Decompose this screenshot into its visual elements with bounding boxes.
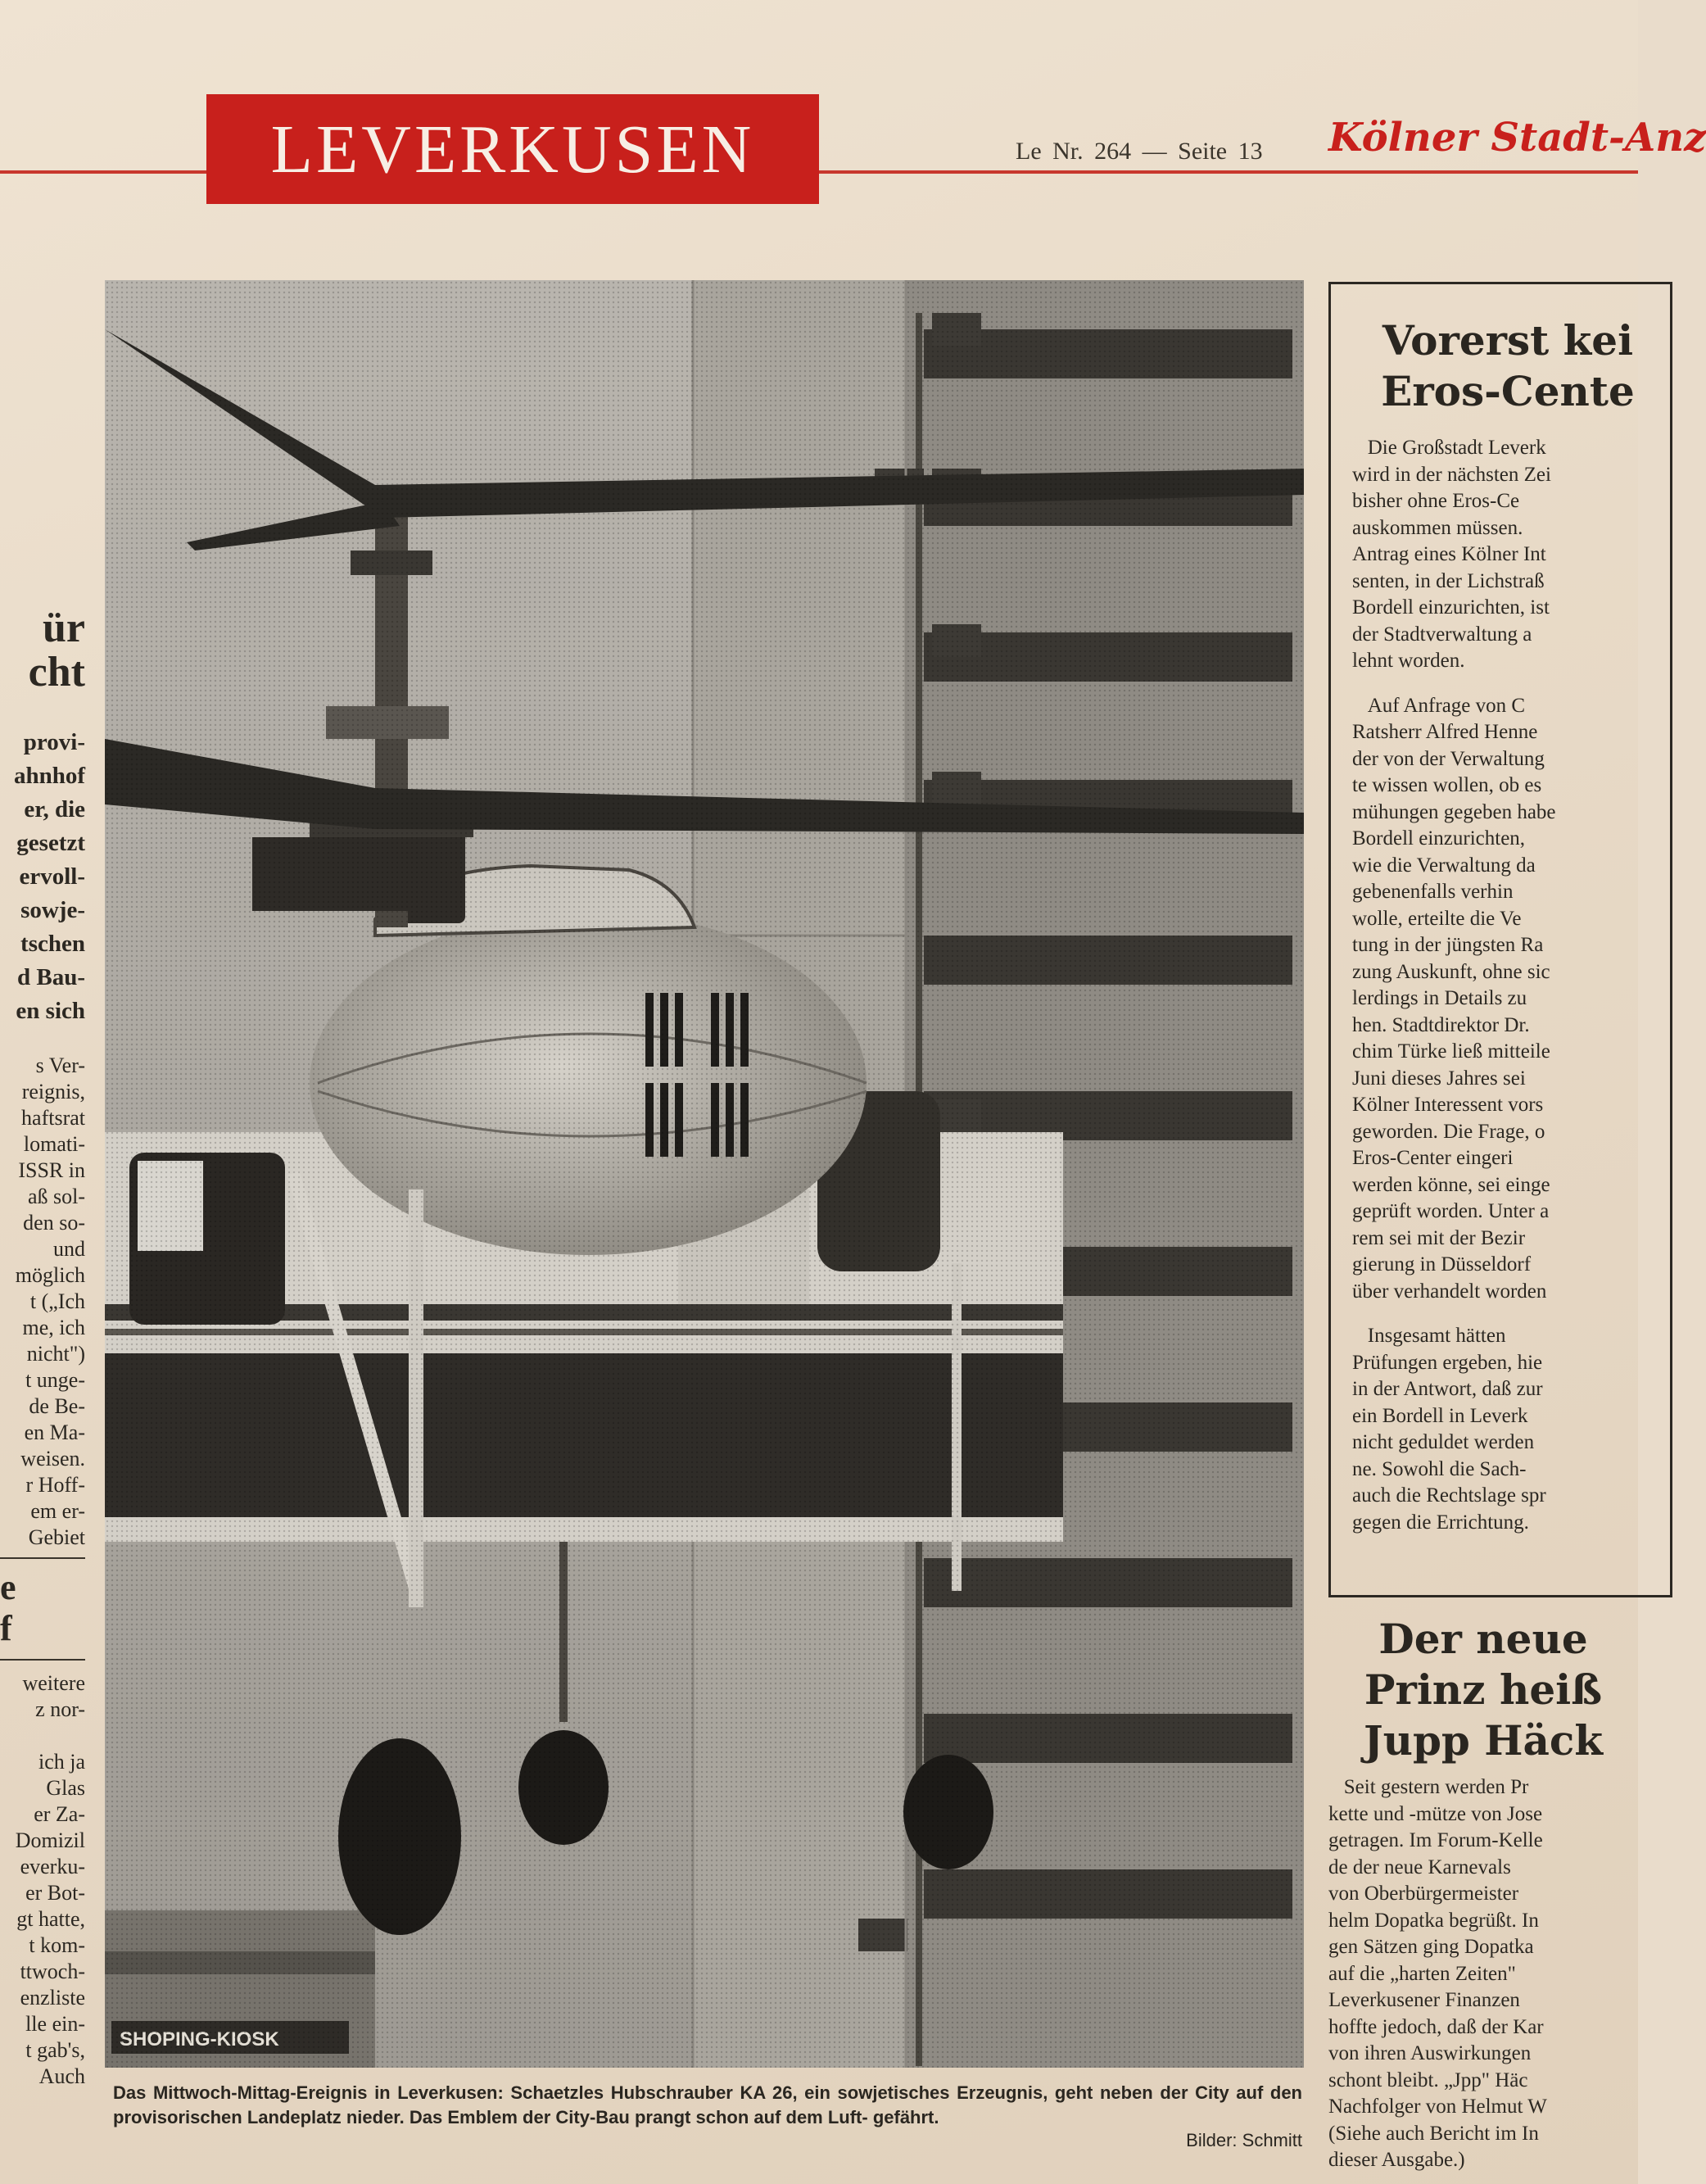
section-banner: [206, 94, 819, 204]
text-line: Nachfolger von Helmut W: [1328, 2096, 1547, 2118]
left-headline: ür cht: [28, 605, 85, 696]
text-line: r Hoff-: [25, 1473, 85, 1497]
text-line: auch die Rechtslage spr: [1352, 1484, 1546, 1507]
article1-paragraph: [1352, 435, 1696, 675]
text-line: reignis,: [21, 1080, 85, 1103]
text-line: s Ver-: [35, 1053, 85, 1077]
text-line: auskommen müssen.: [1352, 516, 1523, 539]
text-line: mühungen gegeben habe: [1352, 800, 1556, 823]
text-line: weitere: [22, 1671, 85, 1695]
text-line: t kom-: [29, 1933, 85, 1957]
text-line: gegen die Errichtung.: [1352, 1511, 1529, 1534]
text-line: aß sol-: [27, 1185, 85, 1208]
section-title: LEVERKUSEN: [270, 111, 755, 188]
text-line: de der neue Karnevals: [1328, 1855, 1511, 1878]
text-line: geprüft worden. Unter a: [1352, 1200, 1550, 1222]
text-line: lle ein-: [25, 2012, 85, 2036]
left-body-text-2: [0, 1670, 85, 2090]
text-line: Seit gestern werden Pr: [1328, 1776, 1529, 1798]
text-line: tung in der jüngsten Ra: [1352, 934, 1544, 956]
photo-credit: Bilder: Schmitt: [1186, 2130, 1302, 2150]
helicopter-photo: [105, 280, 1304, 2068]
text-line: gt hatte,: [16, 1907, 85, 1931]
text-line: er, die: [24, 796, 85, 822]
text-line: t unge-: [25, 1368, 85, 1392]
text-line: dieser Ausgabe.): [1328, 2149, 1465, 2171]
text-line: in der Antwort, daß zur: [1352, 1378, 1543, 1400]
text-line: Auf Anfrage von C: [1352, 694, 1526, 717]
article-prinz: [1328, 1614, 1638, 2174]
text-line: zung Auskunft, ohne sic: [1352, 960, 1550, 983]
text-line: senten, in der Lichstraß: [1352, 569, 1545, 592]
text-line: werden könne, sei einge: [1352, 1173, 1550, 1196]
left-headline-2: e f: [0, 1557, 85, 1649]
article1-paragraph: [1352, 1323, 1696, 1536]
newspaper-name: Kölner Stadt-Anz: [1328, 115, 1706, 161]
text-line: Gebiet: [28, 1525, 85, 1549]
text-line: te wissen wollen, ob es: [1352, 774, 1542, 796]
text-line: Antrag eines Kölner Int: [1352, 543, 1546, 565]
text-line: Juni dieses Jahres sei: [1352, 1067, 1526, 1090]
text-line: hoffte jedoch, daß der Kar: [1328, 2015, 1544, 2038]
text-line: über verhandelt worden: [1352, 1280, 1547, 1303]
text-line: Prüfungen ergeben, hie: [1352, 1351, 1543, 1374]
issue-number: Le Nr. 264 — Seite 13: [1016, 138, 1263, 165]
text-line: ttwoch-: [20, 1960, 85, 1983]
left-article-column: [0, 606, 85, 2090]
text-line: z nor-: [35, 1697, 85, 1721]
text-line: wie die Verwaltung da: [1352, 854, 1536, 877]
text-line: haftsrat: [21, 1106, 85, 1130]
text-line: em er-: [30, 1499, 85, 1523]
text-line: everku-: [20, 1855, 85, 1878]
article2-body: [1328, 1774, 1638, 2174]
text-line: geworden. Die Frage, o: [1352, 1120, 1545, 1143]
text-line: er Za-: [34, 1802, 85, 1826]
text-line: wird in der nächsten Zei: [1352, 463, 1551, 486]
text-line: en sich: [16, 998, 85, 1024]
article2-headline: Der neue Prinz heiß Jupp Häck: [1363, 1615, 1604, 1765]
text-line: Insgesamt hätten: [1352, 1325, 1506, 1347]
text-line: de Be-: [29, 1394, 85, 1418]
left-divider: [0, 1659, 85, 1661]
text-line: ne. Sowohl die Sach-: [1352, 1457, 1527, 1480]
text-line: tschen: [20, 931, 85, 957]
text-line: der von der Verwaltung: [1352, 747, 1545, 770]
text-line: ISSR in: [18, 1158, 85, 1182]
article1-paragraph: [1352, 693, 1696, 1306]
article1-headline: Vorerst kei Eros-Cente: [1381, 316, 1635, 415]
text-line: nicht"): [26, 1342, 85, 1366]
text-line: provi-: [23, 729, 85, 755]
text-line: ein Bordell in Leverk: [1352, 1404, 1528, 1427]
text-line: Kölner Interessent vors: [1352, 1094, 1544, 1116]
article1-body: [1352, 435, 1696, 1536]
text-line: chim Türke ließ mitteile: [1352, 1040, 1550, 1063]
left-lead-text: [0, 726, 85, 1028]
text-line: bisher ohne Eros-Ce: [1352, 490, 1520, 512]
text-line: den so-: [23, 1211, 85, 1235]
text-line: nicht geduldet werden: [1352, 1431, 1535, 1453]
text-line: auf die „harten Zeiten": [1328, 1962, 1516, 1985]
text-line: und: [53, 1237, 85, 1261]
text-line: sowje-: [20, 897, 85, 923]
text-line: t gab's,: [25, 2038, 85, 2062]
text-line: gebenenfalls verhin: [1352, 881, 1514, 903]
text-line: der Stadtverwaltung a: [1352, 623, 1532, 646]
text-line: (Siehe auch Bericht im In: [1328, 2122, 1539, 2145]
text-line: Eros-Center eingeri: [1352, 1147, 1514, 1169]
text-line: schont bleibt. „Jpp" Häc: [1328, 2068, 1528, 2091]
text-line: er Bot-: [25, 1881, 85, 1905]
text-line: getragen. Im Forum-Kelle: [1328, 1829, 1543, 1851]
text-line: Die Großstadt Leverk: [1352, 437, 1546, 459]
text-line: [0, 1723, 85, 1749]
text-line: von ihren Auswirkungen: [1328, 2042, 1532, 2064]
text-line: Bordell einzurichten, ist: [1352, 596, 1550, 618]
text-line: Domizil: [15, 1828, 85, 1852]
text-line: helm Dopatka begrüßt. In: [1328, 1909, 1539, 1932]
text-line: wolle, erteilte die Ve: [1352, 907, 1522, 930]
photo-caption: Das Mittwoch-Mittag-Ereignis in Leverkusen: Schaetzles Hubschrauber KA 26, ein sowjetisches Erzeugnis, geht neben der City auf den provisorischen Landeplatz nieder. Das Emblem der City-Bau prangt schon auf dem Luft- gefährt.: [113, 2082, 1302, 2127]
text-line: ich ja: [38, 1750, 85, 1774]
text-line: Auch: [38, 2064, 85, 2088]
text-line: rem sei mit der Bezir: [1352, 1226, 1526, 1249]
text-line: lehnt worden.: [1352, 650, 1465, 672]
text-line: gen Sätzen ging Dopatka: [1328, 1936, 1534, 1958]
text-line: von Oberbürgermeister: [1328, 1883, 1519, 1905]
text-line: Bordell einzurichten,: [1352, 827, 1526, 850]
article-box-eros-center: [1328, 282, 1672, 1597]
text-line: weisen.: [20, 1447, 85, 1470]
text-line: lerdings in Details zu: [1352, 987, 1527, 1009]
text-line: ervoll-: [19, 863, 85, 890]
text-line: gierung in Düsseldorf: [1352, 1253, 1532, 1276]
text-line: t („Ich: [29, 1289, 85, 1313]
text-line: ahnhof: [13, 763, 85, 789]
helicopter-illustration: [105, 280, 1304, 2068]
text-line: en Ma-: [24, 1421, 85, 1444]
text-line: me, ich: [22, 1316, 85, 1339]
text-line: lomati-: [23, 1132, 85, 1156]
text-line: hen. Stadtdirektor Dr.: [1352, 1013, 1530, 1036]
text-line: kette und -mütze von Jose: [1328, 1802, 1543, 1825]
text-line: d Bau-: [16, 964, 85, 990]
text-line: Leverkusener Finanzen: [1328, 1989, 1520, 2011]
text-line: gesetzt: [16, 830, 85, 856]
text-line: möglich: [15, 1263, 85, 1287]
text-line: Ratsherr Alfred Henne: [1352, 721, 1538, 743]
text-line: enzliste: [20, 1986, 85, 2010]
text-line: Glas: [46, 1776, 85, 1800]
left-body-text: [0, 1053, 85, 1551]
